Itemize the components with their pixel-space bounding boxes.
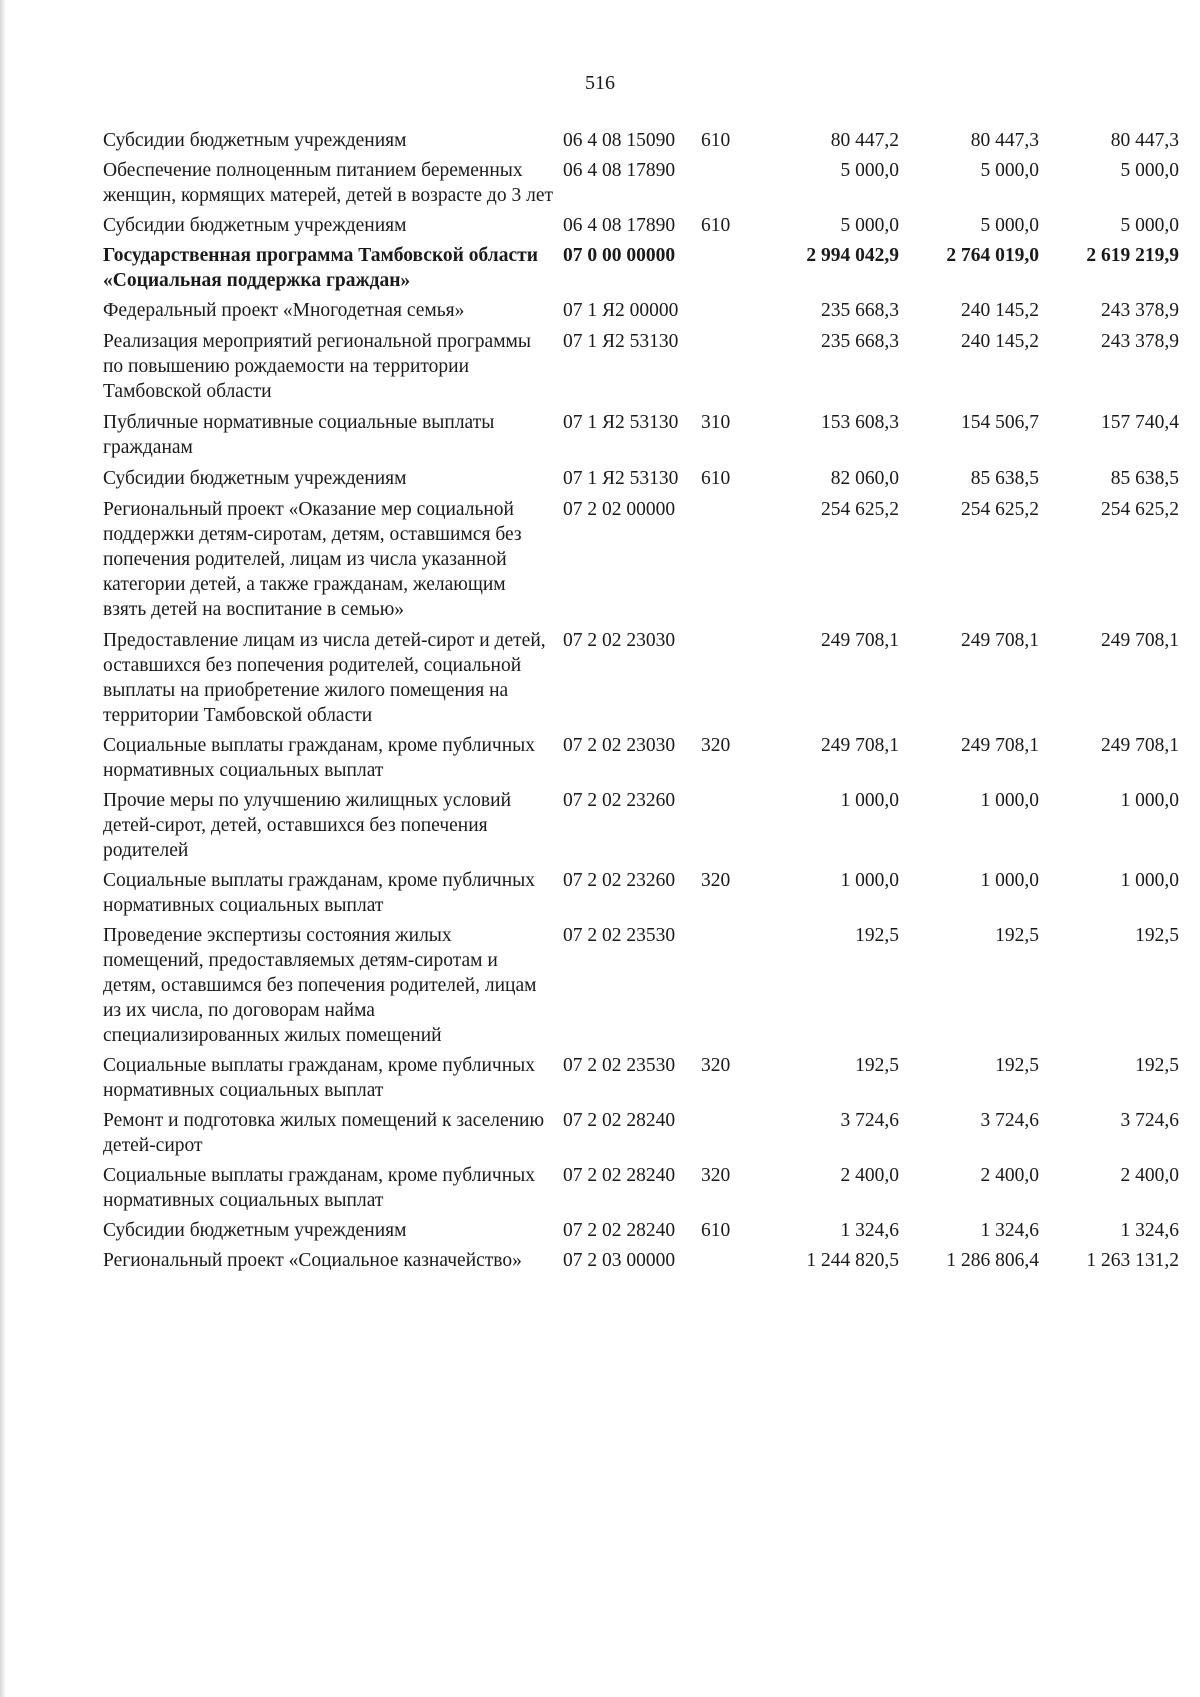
table-row [103, 733, 1185, 783]
row-name: Социальные выплаты гражданам, кроме публичных нормативных социальных выплат [103, 1165, 535, 1211]
row-name: Субсидии бюджетным учреждениям [103, 468, 407, 489]
table-row [103, 1248, 1185, 1273]
scan-edge-shadow [0, 0, 6, 1697]
expense-type-code [701, 243, 765, 293]
row-name: Региональный проект «Оказание мер социальной поддержки детям-сиротам, детям, оставшимся без попечения родителей, лицам из числа указанной категории детей, а также гражданам, желающим взять детей на воспитание в семью» [103, 499, 522, 620]
amount-year-2: 254 625,2 [961, 499, 1039, 520]
expense-type-code: 610 [701, 468, 731, 489]
expense-type-code: 320 [701, 1165, 731, 1186]
target-article-code: 07 1 Я2 53130 [563, 331, 679, 352]
target-article-code: 06 4 08 17890 [563, 215, 676, 236]
target-article-code: 07 2 02 28240 [563, 1110, 676, 1131]
amount-year-3: 249 708,1 [1101, 735, 1179, 756]
table-row [103, 868, 1185, 918]
expense-type-code: 320 [701, 870, 731, 891]
amount-year-2: 80 447,3 [970, 130, 1039, 151]
amount-year-1: 3 724,6 [840, 1110, 899, 1131]
amount-year-3: 1 263 131,2 [1086, 1250, 1179, 1271]
expense-type-code [701, 1248, 765, 1273]
row-name: Реализация мероприятий региональной программы по повышению рождаемости на территории Тамбовской области [103, 331, 531, 402]
expense-type-code [701, 628, 765, 728]
amount-year-2: 249 708,1 [961, 630, 1039, 651]
table-row [103, 213, 1185, 238]
amount-year-1: 2 400,0 [840, 1165, 899, 1186]
amount-year-3: 254 625,2 [1101, 499, 1179, 520]
amount-year-2: 85 638,5 [970, 468, 1039, 489]
page-number: 516 [585, 72, 615, 94]
table-row [103, 923, 1185, 1048]
table-row [103, 788, 1185, 863]
amount-year-3: 80 447,3 [1110, 130, 1179, 151]
amount-year-1: 249 708,1 [821, 735, 899, 756]
target-article-code: 07 0 00 00000 [563, 245, 676, 266]
row-name: Социальные выплаты гражданам, кроме публичных нормативных социальных выплат [103, 1055, 535, 1101]
expense-type-code: 320 [701, 735, 731, 756]
table-row [103, 1163, 1185, 1213]
table-row [103, 243, 1185, 293]
expense-type-code [701, 923, 765, 1048]
amount-year-2: 5 000,0 [980, 160, 1039, 181]
target-article-code: 07 1 Я2 53130 [563, 468, 679, 489]
amount-year-2: 192,5 [995, 925, 1039, 946]
amount-year-1: 5 000,0 [840, 160, 899, 181]
amount-year-3: 85 638,5 [1110, 468, 1179, 489]
row-name: Публичные нормативные социальные выплаты гражданам [103, 412, 495, 458]
row-name: Проведение экспертизы состояния жилых помещений, предоставляемых детям-сиротам и детям, оставшимся без попечения родителей, лицам из их числа, по договорам найма специализированных жилых помещений [103, 925, 537, 1046]
expense-type-code: 310 [701, 412, 731, 433]
target-article-code: 07 2 02 23030 [563, 735, 676, 756]
target-article-code: 07 2 02 23530 [563, 1055, 676, 1076]
table-row [103, 329, 1185, 404]
amount-year-3: 5 000,0 [1120, 160, 1179, 181]
expense-type-code: 610 [701, 130, 731, 151]
amount-year-1: 5 000,0 [840, 215, 899, 236]
table-row [103, 1218, 1185, 1243]
amount-year-3: 2 400,0 [1120, 1165, 1179, 1186]
expense-type-code: 610 [701, 1220, 731, 1241]
amount-year-2: 192,5 [995, 1055, 1039, 1076]
amount-year-2: 1 324,6 [980, 1220, 1039, 1241]
amount-year-3: 243 378,9 [1101, 331, 1179, 352]
expense-type-code: 320 [701, 1055, 731, 1076]
amount-year-1: 235 668,3 [821, 300, 899, 321]
amount-year-1: 192,5 [855, 925, 899, 946]
expense-type-code [701, 788, 765, 863]
target-article-code: 07 2 02 28240 [563, 1220, 676, 1241]
table-row [103, 410, 1185, 460]
expense-type-code [701, 158, 765, 208]
table-row [103, 158, 1185, 208]
amount-year-2: 240 145,2 [961, 331, 1039, 352]
table-row [103, 628, 1185, 728]
row-name: Обеспечение полноценным питанием беременных женщин, кормящих матерей, детей в возрасте до 3 лет [103, 160, 554, 206]
row-name: Ремонт и подготовка жилых помещений к заселению детей-сирот [103, 1110, 545, 1156]
amount-year-2: 2 764 019,0 [946, 245, 1039, 266]
amount-year-1: 1 000,0 [840, 790, 899, 811]
expense-type-code: 610 [701, 215, 731, 236]
amount-year-3: 1 000,0 [1120, 870, 1179, 891]
amount-year-3: 5 000,0 [1120, 215, 1179, 236]
amount-year-2: 1 000,0 [980, 790, 1039, 811]
table-row [103, 128, 1185, 153]
amount-year-2: 249 708,1 [961, 735, 1039, 756]
row-name: Субсидии бюджетным учреждениям [103, 1220, 407, 1241]
target-article-code: 07 2 02 28240 [563, 1165, 676, 1186]
amount-year-3: 3 724,6 [1120, 1110, 1179, 1131]
amount-year-3: 157 740,4 [1101, 412, 1179, 433]
row-name: Социальные выплаты гражданам, кроме публичных нормативных социальных выплат [103, 735, 535, 781]
amount-year-3: 2 619 219,9 [1086, 245, 1179, 266]
target-article-code: 07 2 03 00000 [563, 1250, 676, 1271]
amount-year-2: 2 400,0 [980, 1165, 1039, 1186]
amount-year-3: 249 708,1 [1101, 630, 1179, 651]
row-name: Субсидии бюджетным учреждениям [103, 215, 407, 236]
amount-year-1: 153 608,3 [821, 412, 899, 433]
amount-year-1: 2 994 042,9 [806, 245, 899, 266]
amount-year-2: 1 286 806,4 [946, 1250, 1039, 1271]
expense-type-code [701, 329, 765, 404]
table-row [103, 298, 1185, 323]
target-article-code: 07 2 02 23260 [563, 870, 676, 891]
row-name: Государственная программа Тамбовской области «Социальная поддержка граждан» [103, 245, 538, 291]
amount-year-1: 80 447,2 [830, 130, 899, 151]
table-row [103, 497, 1185, 622]
amount-year-1: 1 000,0 [840, 870, 899, 891]
amount-year-2: 5 000,0 [980, 215, 1039, 236]
amount-year-1: 1 324,6 [840, 1220, 899, 1241]
table-row [103, 1053, 1185, 1103]
amount-year-1: 249 708,1 [821, 630, 899, 651]
target-article-code: 07 2 02 23530 [563, 925, 676, 946]
budget-table [103, 128, 1185, 1278]
amount-year-3: 192,5 [1135, 925, 1179, 946]
table-row [103, 1108, 1185, 1158]
target-article-code: 07 2 02 23260 [563, 790, 676, 811]
table-row [103, 466, 1185, 491]
target-article-code: 07 2 02 00000 [563, 499, 676, 520]
amount-year-2: 154 506,7 [961, 412, 1039, 433]
target-article-code: 07 2 02 23030 [563, 630, 676, 651]
row-name: Предоставление лицам из числа детей-сирот и детей, оставшихся без попечения родителей, социальной выплаты на приобретение жилого помещения на территории Тамбовской области [103, 630, 546, 726]
amount-year-3: 192,5 [1135, 1055, 1179, 1076]
amount-year-3: 1 324,6 [1120, 1220, 1179, 1241]
amount-year-1: 192,5 [855, 1055, 899, 1076]
row-name: Субсидии бюджетным учреждениям [103, 130, 407, 151]
expense-type-code [701, 497, 765, 622]
expense-type-code [701, 1108, 765, 1158]
expense-type-code [701, 298, 765, 323]
target-article-code: 06 4 08 17890 [563, 160, 676, 181]
amount-year-1: 1 244 820,5 [806, 1250, 899, 1271]
amount-year-3: 1 000,0 [1120, 790, 1179, 811]
row-name: Федеральный проект «Многодетная семья» [103, 300, 465, 321]
row-name: Социальные выплаты гражданам, кроме публичных нормативных социальных выплат [103, 870, 535, 916]
amount-year-2: 3 724,6 [980, 1110, 1039, 1131]
amount-year-2: 240 145,2 [961, 300, 1039, 321]
amount-year-3: 243 378,9 [1101, 300, 1179, 321]
row-name: Прочие меры по улучшению жилищных условий детей-сирот, детей, оставшихся без попечения родителей [103, 790, 512, 861]
target-article-code: 06 4 08 15090 [563, 130, 676, 151]
row-name: Региональный проект «Социальное казначейство» [103, 1250, 522, 1271]
amount-year-1: 235 668,3 [821, 331, 899, 352]
amount-year-1: 254 625,2 [821, 499, 899, 520]
amount-year-1: 82 060,0 [830, 468, 899, 489]
target-article-code: 07 1 Я2 00000 [563, 300, 679, 321]
target-article-code: 07 1 Я2 53130 [563, 412, 679, 433]
amount-year-2: 1 000,0 [980, 870, 1039, 891]
